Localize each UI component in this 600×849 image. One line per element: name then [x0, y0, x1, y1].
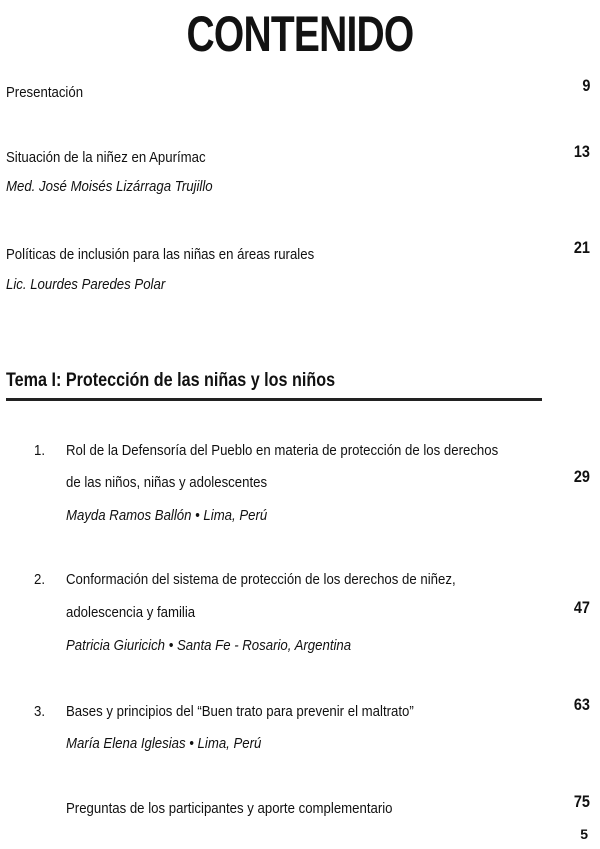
- toc-item-1-line-1[interactable]: Rol de la Defensoría del Pueblo en materia de protección de los derechos: [66, 442, 499, 459]
- toc-item-2-author: Patricia Giuricich • Santa Fe - Rosario, Argentina: [66, 637, 352, 654]
- toc-closing-page: 75: [573, 792, 590, 811]
- toc-item-2-page: 47: [573, 598, 590, 617]
- section-heading: Tema I: Protección de las niñas y los niños: [6, 370, 336, 391]
- toc-closing-title[interactable]: Preguntas de los participantes y aporte complementario: [66, 800, 393, 817]
- toc-item-number: 1.: [34, 442, 46, 459]
- toc-item-3-line-1[interactable]: Bases y principios del “Buen trato para prevenir el maltrato”: [66, 703, 414, 720]
- toc-entry-presentacion-page: 9: [581, 76, 590, 95]
- toc-entry-politicas-title[interactable]: Políticas de inclusión para las niñas en áreas rurales: [6, 246, 315, 263]
- page-folio: 5: [580, 826, 588, 842]
- toc-entry-apurimac-title[interactable]: Situación de la niñez en Apurímac: [6, 149, 206, 166]
- page-title: CONTENIDO: [186, 6, 414, 62]
- section-divider: [6, 398, 542, 401]
- toc-item-2-line-2[interactable]: adolescencia y familia: [66, 604, 196, 621]
- toc-entry-politicas-page: 21: [573, 238, 590, 257]
- toc-entry-presentacion-title[interactable]: Presentación: [6, 84, 84, 101]
- toc-item-3-page: 63: [573, 695, 590, 714]
- toc-entry-apurimac-page: 13: [573, 142, 590, 161]
- toc-item-1-line-2[interactable]: de las niños, niñas y adolescentes: [66, 474, 268, 491]
- toc-item-1-author: Mayda Ramos Ballón • Lima, Perú: [66, 507, 268, 524]
- toc-item-3-author: María Elena Iglesias • Lima, Perú: [66, 735, 262, 752]
- toc-entry-apurimac-author: Med. José Moisés Lizárraga Trujillo: [6, 178, 213, 195]
- toc-item-number: 3.: [34, 703, 46, 720]
- toc-item-1-page: 29: [573, 467, 590, 486]
- toc-item-number: 2.: [34, 571, 46, 588]
- toc-item-2-line-1[interactable]: Conformación del sistema de protección de los derechos de niñez,: [66, 571, 456, 588]
- toc-entry-politicas-author: Lic. Lourdes Paredes Polar: [6, 276, 166, 293]
